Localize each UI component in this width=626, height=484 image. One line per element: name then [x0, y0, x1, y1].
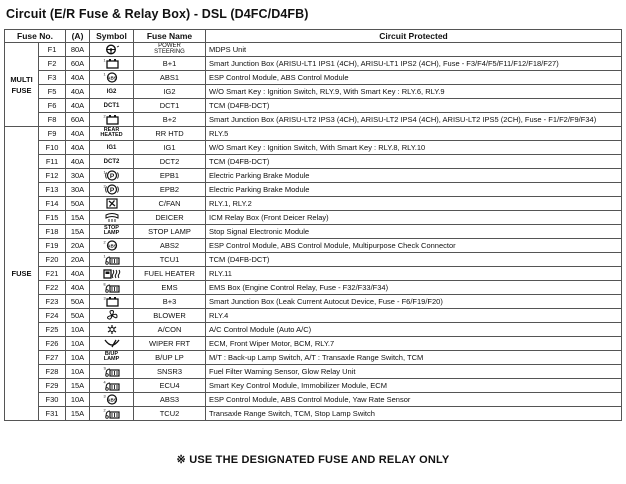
circuit-cell: Smart Key Control Module, Immobilizer Module, ECM [206, 379, 622, 393]
circuit-cell: Electric Parking Brake Module [206, 183, 622, 197]
svg-text:4: 4 [103, 380, 106, 385]
amp-cell: 10A [66, 351, 90, 365]
fuse-no-cell: F1 [39, 43, 66, 57]
amp-cell: 40A [66, 85, 90, 99]
fuse-name-cell: DCT2 [134, 155, 206, 169]
ecu-icon [103, 409, 121, 418]
table-row [5, 155, 622, 169]
circuit-cell: Smart Junction Box (ARISU-LT2 IPS3 (4CH), ARISU-LT2 IPS4 (4CH), ARISU-LT2 IPS5 (2CH), Fuse - F1/F2/F9/F34) [206, 113, 622, 127]
symbol-cell [90, 267, 134, 281]
symbol-text: B/UP LAMP [103, 350, 120, 363]
amp-cell: 40A [66, 71, 90, 85]
circuit-cell: Fuel Filter Warning Sensor, Glow Relay Unit [206, 365, 622, 379]
circuit-cell: ESP Control Module, ABS Control Module, Multipurpose Check Connector [206, 239, 622, 253]
fuse-no-cell: F23 [39, 295, 66, 309]
circuit-cell: ESP Control Module, ABS Control Module [206, 71, 622, 85]
table-row [5, 71, 622, 85]
amp-cell: 10A [66, 393, 90, 407]
symbol-cell [90, 351, 134, 365]
circuit-cell: TCM (D4FB-DCT) [206, 155, 622, 169]
circuit-cell: ECM, Front Wiper Motor, BCM, RLY.7 [206, 337, 622, 351]
fuse-name-cell: TCU1 [134, 253, 206, 267]
table-row [5, 169, 622, 183]
fuse-no-cell: F31 [39, 407, 66, 421]
circuit-cell: Smart Junction Box (ARISU-LT1 IPS1 (4CH), ARISU-LT1 IPS2 (4CH), Fuse - F3/F4/F5/F11/F12/F18/F27) [206, 57, 622, 71]
wiper-icon [103, 339, 121, 348]
amp-cell: 40A [66, 281, 90, 295]
circuit-cell: MDPS Unit [206, 43, 622, 57]
amp-cell: 80A [66, 43, 90, 57]
circuit-cell: Transaxle Range Switch, TCM, Stop Lamp Switch [206, 407, 622, 421]
epb-icon [103, 185, 121, 194]
fuse-name-cell: SNSR3 [134, 365, 206, 379]
fuse-name-cell: DCT1 [134, 99, 206, 113]
amp-cell: 15A [66, 225, 90, 239]
svg-text:2: 2 [103, 240, 106, 245]
svg-text:1: 1 [103, 170, 106, 175]
table-row [5, 295, 622, 309]
table-row [5, 113, 622, 127]
symbol-cell [90, 225, 134, 239]
svg-text:1: 1 [103, 254, 106, 259]
svg-text:S: S [103, 366, 106, 371]
fuse-name-cell: C/FAN [134, 197, 206, 211]
amp-cell: 15A [66, 407, 90, 421]
symbol-cell [90, 71, 134, 85]
fuse-name-cell: ECU4 [134, 379, 206, 393]
table-row [5, 225, 622, 239]
fuse-no-cell: F13 [39, 183, 66, 197]
circuit-cell: RLY.11 [206, 267, 622, 281]
fuse-no-cell: F24 [39, 309, 66, 323]
table-row [5, 407, 622, 421]
fuse-name-cell: B+2 [134, 113, 206, 127]
fuse-name-cell: EMS [134, 281, 206, 295]
symbol-text: DCT2 [103, 159, 120, 165]
circuit-cell: RLY.5 [206, 127, 622, 141]
amp-cell: 60A [66, 113, 90, 127]
header-symbol: Symbol [90, 30, 134, 43]
table-row [5, 239, 622, 253]
symbol-cell [90, 127, 134, 141]
table-row [5, 85, 622, 99]
fuse-no-cell: F5 [39, 85, 66, 99]
amp-cell: 30A [66, 169, 90, 183]
fuse-no-cell: F3 [39, 71, 66, 85]
fuse-name-cell: IG2 [134, 85, 206, 99]
svg-text:ABS: ABS [106, 75, 117, 81]
amp-cell: 15A [66, 211, 90, 225]
amp-cell: 20A [66, 239, 90, 253]
fuse-name-cell: BLOWER [134, 309, 206, 323]
table-row [5, 99, 622, 113]
table-row [5, 211, 622, 225]
circuit-cell: W/O Smart Key : Ignition Switch, RLY.9, With Smart Key : RLY.6, RLY.9 [206, 85, 622, 99]
circuit-cell: M/T : Back-up Lamp Switch, A/T : Transaxle Range Switch, TCM [206, 351, 622, 365]
circuit-cell: TCM (D4FB-DCT) [206, 253, 622, 267]
svg-text:P: P [109, 187, 114, 195]
footer-note: ※ USE THE DESIGNATED FUSE AND RELAY ONLY [176, 454, 450, 466]
fuse-name-cell: ABS1 [134, 71, 206, 85]
amp-cell: 60A [66, 57, 90, 71]
fuse-no-cell: F22 [39, 281, 66, 295]
fuse-no-cell: F6 [39, 99, 66, 113]
steering-icon [103, 45, 121, 54]
table-row [5, 197, 622, 211]
table-row [5, 393, 622, 407]
fuse-no-cell: F12 [39, 169, 66, 183]
fuse-name-cell: B+3 [134, 295, 206, 309]
table-row [5, 127, 622, 141]
fuse-no-cell: F8 [39, 113, 66, 127]
amp-cell: 50A [66, 309, 90, 323]
fuse-name-cell: EPB2 [134, 183, 206, 197]
group-multi-fuse: MULTI FUSE [5, 43, 39, 127]
group-fuse: FUSE [5, 127, 39, 421]
fuse-no-cell: F11 [39, 155, 66, 169]
cooling-fan-icon [103, 199, 121, 208]
fuse-name-cell: TCU2 [134, 407, 206, 421]
svg-text:2: 2 [103, 408, 106, 413]
symbol-cell [90, 43, 134, 57]
fuse-name-cell: FUEL HEATER [134, 267, 206, 281]
amp-cell: 40A [66, 127, 90, 141]
table-row [5, 365, 622, 379]
circuit-cell: A/C Control Module (Auto A/C) [206, 323, 622, 337]
fuse-no-cell: F27 [39, 351, 66, 365]
symbol-cell [90, 309, 134, 323]
amp-cell: 40A [66, 267, 90, 281]
symbol-cell [90, 379, 134, 393]
symbol-cell [90, 183, 134, 197]
amp-cell: 50A [66, 295, 90, 309]
symbol-cell [90, 211, 134, 225]
fuse-no-cell: F29 [39, 379, 66, 393]
fuse-box-icon [103, 115, 121, 124]
abs-icon [103, 73, 121, 82]
fuel-heater-icon [103, 269, 121, 278]
svg-text:1: 1 [103, 58, 106, 63]
fuse-name-cell: STOP LAMP [134, 225, 206, 239]
circuit-cell: ESP Control Module, ABS Control Module, Yaw Rate Sensor [206, 393, 622, 407]
amp-cell: 40A [66, 141, 90, 155]
fuse-no-cell: F2 [39, 57, 66, 71]
symbol-cell [90, 365, 134, 379]
fuse-name-cell: WIPER FRT [134, 337, 206, 351]
amp-cell: 10A [66, 337, 90, 351]
table-row [5, 281, 622, 295]
symbol-cell [90, 155, 134, 169]
table-row [5, 57, 622, 71]
fuse-name-cell: POWER STEERING [134, 43, 206, 57]
svg-text:2: 2 [103, 184, 106, 189]
fuse-box-icon [103, 297, 121, 306]
symbol-text: STOP LAMP [103, 224, 120, 237]
table-row [5, 337, 622, 351]
ecu-icon [103, 283, 121, 292]
table-row [5, 351, 622, 365]
fuse-name-cell: DEICER [134, 211, 206, 225]
circuit-cell: ICM Relay Box (Front Deicer Relay) [206, 211, 622, 225]
fuse-table [4, 29, 622, 421]
amp-cell: 40A [66, 99, 90, 113]
symbol-cell [90, 281, 134, 295]
circuit-cell: Electric Parking Brake Module [206, 169, 622, 183]
abs-icon [103, 395, 121, 404]
symbol-cell [90, 239, 134, 253]
fuse-name-cell: A/CON [134, 323, 206, 337]
header-amp: (A) [66, 30, 90, 43]
symbol-cell [90, 337, 134, 351]
svg-text:3: 3 [103, 296, 106, 301]
svg-text:3: 3 [103, 394, 106, 399]
amp-cell: 50A [66, 197, 90, 211]
symbol-cell [90, 407, 134, 421]
abs-icon [103, 241, 121, 250]
fuse-no-cell: F14 [39, 197, 66, 211]
header-fuse-no: Fuse No. [5, 30, 66, 43]
circuit-cell: Smart Junction Box (Leak Current Autocut Device, Fuse - F6/F19/F20) [206, 295, 622, 309]
fuse-no-cell: F18 [39, 225, 66, 239]
fuse-name-cell: RR HTD [134, 127, 206, 141]
fuse-name-cell: EPB1 [134, 169, 206, 183]
fuse-no-cell: F26 [39, 337, 66, 351]
circuit-cell: EMS Box (Engine Control Relay, Fuse - F32/F33/F34) [206, 281, 622, 295]
table-row [5, 141, 622, 155]
aircon-icon [103, 325, 121, 334]
fuse-name-cell: IG1 [134, 141, 206, 155]
symbol-cell [90, 393, 134, 407]
ecu-icon [103, 255, 121, 264]
page-title: Circuit (E/R Fuse & Relay Box) - DSL (D4FC/D4FB) [6, 7, 309, 21]
fuse-no-cell: F28 [39, 365, 66, 379]
table-body [5, 43, 622, 421]
svg-text:ABS: ABS [106, 243, 117, 249]
fuse-no-cell: F25 [39, 323, 66, 337]
amp-cell: 20A [66, 253, 90, 267]
table-row [5, 43, 622, 57]
table-row [5, 253, 622, 267]
fuse-name-cell: B+1 [134, 57, 206, 71]
circuit-cell: TCM (D4FB-DCT) [206, 99, 622, 113]
symbol-cell [90, 169, 134, 183]
circuit-cell: W/O Smart Key : Ignition Switch, With Smart Key : RLY.8, RLY.10 [206, 141, 622, 155]
table-header-row [5, 30, 622, 43]
fuse-no-cell: F20 [39, 253, 66, 267]
ecu-icon [103, 381, 121, 390]
symbol-text: IG2 [106, 89, 117, 95]
svg-text:1: 1 [103, 72, 106, 77]
circuit-cell: RLY.1, RLY.2 [206, 197, 622, 211]
svg-text:2: 2 [103, 114, 106, 119]
fuse-box-icon [103, 59, 121, 68]
table-row [5, 267, 622, 281]
symbol-cell [90, 141, 134, 155]
fuse-no-cell: F10 [39, 141, 66, 155]
ecu-icon [103, 367, 121, 376]
svg-text:E: E [103, 282, 106, 287]
deicer-icon [103, 213, 121, 222]
svg-text:P: P [109, 173, 114, 181]
fuse-name-cell: B/UP LP [134, 351, 206, 365]
symbol-text: REAR HEATED [100, 126, 123, 139]
symbol-cell [90, 85, 134, 99]
fuse-no-cell: F19 [39, 239, 66, 253]
table-row [5, 323, 622, 337]
amp-cell: 15A [66, 379, 90, 393]
table-row [5, 309, 622, 323]
symbol-cell [90, 99, 134, 113]
symbol-text: IG1 [106, 145, 117, 151]
fuse-name-cell: ABS3 [134, 393, 206, 407]
fuse-no-cell: F21 [39, 267, 66, 281]
fuse-no-cell: F30 [39, 393, 66, 407]
symbol-cell [90, 57, 134, 71]
fuse-no-cell: F9 [39, 127, 66, 141]
fuse-name-cell: ABS2 [134, 239, 206, 253]
table-row [5, 379, 622, 393]
amp-cell: 40A [66, 155, 90, 169]
amp-cell: 10A [66, 323, 90, 337]
amp-cell: 10A [66, 365, 90, 379]
symbol-cell [90, 295, 134, 309]
symbol-cell [90, 253, 134, 267]
table-row [5, 183, 622, 197]
circuit-cell: RLY.4 [206, 309, 622, 323]
circuit-cell: Stop Signal Electronic Module [206, 225, 622, 239]
amp-cell: 30A [66, 183, 90, 197]
symbol-cell [90, 113, 134, 127]
epb-icon [103, 171, 121, 180]
header-fuse-name: Fuse Name [134, 30, 206, 43]
symbol-cell [90, 197, 134, 211]
header-circuit: Circuit Protected [206, 30, 622, 43]
fuse-no-cell: F15 [39, 211, 66, 225]
svg-text:ABS: ABS [106, 397, 117, 403]
blower-icon [103, 311, 121, 320]
symbol-cell [90, 323, 134, 337]
symbol-text: DCT1 [103, 103, 120, 109]
